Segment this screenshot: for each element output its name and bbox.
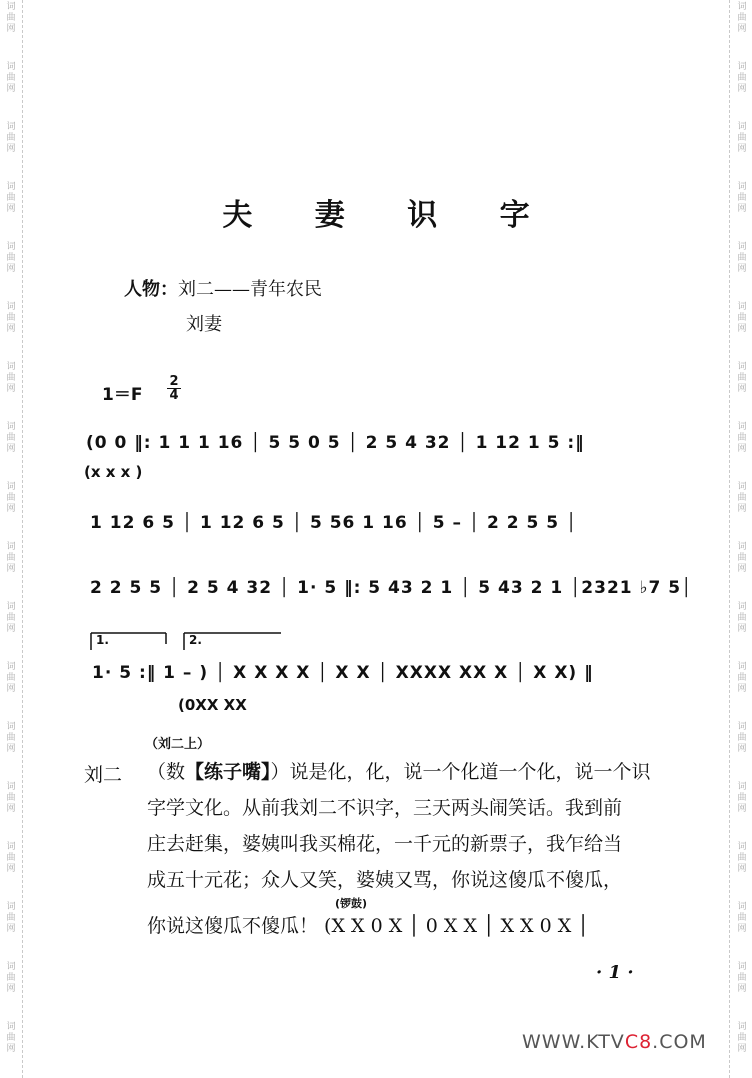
watermark-glyph-group: 词 曲 网 xyxy=(737,482,747,514)
gong-drum-label: (锣鼓) xyxy=(335,897,368,910)
watermark-column-left xyxy=(1,0,21,1078)
cast-role-1: 刘二——青年农民 xyxy=(178,279,322,300)
watermark-glyph-group: 词 曲 网 xyxy=(6,122,16,154)
score-row-3: 2 2 5 5 │ 2 5 4 32 │ 1· 5 ‖: 5 43 2 1 │ 5 43 2 1 │2321 ♭7 5│ xyxy=(90,578,693,598)
watermark-glyph-group: 词 曲 网 xyxy=(737,62,747,94)
page-title: 夫 妻 识 字 xyxy=(222,198,556,233)
watermark-glyph-group: 词 曲 网 xyxy=(737,782,747,814)
watermark-glyph-group: 词 曲 网 xyxy=(737,662,747,694)
watermark-glyph-group: 词 曲 网 xyxy=(6,842,16,874)
watermark-glyph-group: 词 曲 网 xyxy=(737,122,747,154)
time-signature-numerator: 2 xyxy=(167,375,181,389)
time-signature xyxy=(167,375,181,402)
volta-1-label: 1. xyxy=(96,633,109,647)
watermark-glyph-group: 词 曲 网 xyxy=(737,902,747,934)
cast-line-1 xyxy=(124,275,322,301)
watermark-glyph-group: 词 曲 网 xyxy=(737,182,747,214)
site-watermark xyxy=(522,1031,707,1053)
watermark-glyph-group: 词 曲 网 xyxy=(6,182,16,214)
lyric-line-1-tune: 【练子嘴】 xyxy=(185,761,271,783)
cast-role-2: 刘妻 xyxy=(186,314,222,335)
time-signature-denominator: 4 xyxy=(169,388,179,403)
lyric-line-1-text: ）说是化，化，说一个化道一个化，说一个识 xyxy=(270,761,651,783)
volta-brackets xyxy=(86,630,286,654)
speaker-name: 刘二 xyxy=(84,764,123,786)
site-watermark-post: .COM xyxy=(652,1031,707,1053)
watermark-glyph-group: 词 曲 网 xyxy=(6,602,16,634)
watermark-column-right xyxy=(732,0,752,1078)
watermark-glyph-group: 词 曲 网 xyxy=(737,302,747,334)
watermark-glyph-group: 词 曲 网 xyxy=(737,722,747,754)
score-row-4-percussion: (0XX XX xyxy=(178,696,247,714)
watermark-glyph-group: 词 曲 网 xyxy=(737,422,747,454)
page-number: · 1 · xyxy=(596,962,634,983)
watermark-glyph-group: 词 曲 网 xyxy=(737,1022,747,1054)
watermark-glyph-group: 词 曲 网 xyxy=(737,962,747,994)
watermark-glyph-group: 词 曲 网 xyxy=(6,902,16,934)
watermark-glyph-group: 词 曲 网 xyxy=(737,602,747,634)
right-margin-border xyxy=(729,0,730,1078)
watermark-glyph-group: 词 曲 网 xyxy=(6,782,16,814)
watermark-glyph-group: 词 曲 网 xyxy=(737,542,747,574)
volta-2-label: 2. xyxy=(189,633,202,647)
watermark-glyph-group: 词 曲 网 xyxy=(6,302,16,334)
watermark-glyph-group: 词 曲 网 xyxy=(6,722,16,754)
lyric-line-4: 成五十元花；众人又笑，婆姨又骂，你说这傻瓜不傻瓜， xyxy=(147,869,623,891)
score-row-1: (0 0 ‖: 1 1 1 16 │ 5 5 0 5 │ 2 5 4 32 │ 1 12 1 5 :‖ xyxy=(86,433,585,453)
score-row-1-percussion: (x x x ) xyxy=(84,463,143,481)
site-watermark-pre: WWW.KTV xyxy=(522,1031,625,1053)
lyric-line-1 xyxy=(147,754,657,790)
key-signature: 1＝F xyxy=(102,385,143,405)
watermark-glyph-group: 词 曲 网 xyxy=(6,62,16,94)
site-watermark-mid: C8 xyxy=(624,1031,653,1053)
lyric-line-1-prefix: （数 xyxy=(147,761,186,783)
watermark-glyph-group: 词 曲 网 xyxy=(6,422,16,454)
cast-label: 人物： xyxy=(124,279,178,300)
left-margin-border xyxy=(22,0,23,1078)
lyric-line-5: 你说这傻瓜不傻瓜！ (X X 0 X │ 0 X X │ X X 0 X │ xyxy=(147,915,589,937)
score-row-4: 1· 5 :‖ 1 – ) │ X X X X │ X X │ XXXX XX X │ X X) ‖ xyxy=(92,663,594,683)
score-row-2: 1 12 6 5 │ 1 12 6 5 │ 5 56 1 16 │ 5 – │ 2 2 5 5 │ xyxy=(90,513,578,533)
watermark-glyph-group: 词 曲 网 xyxy=(6,1022,16,1054)
watermark-glyph-group: 词 曲 网 xyxy=(737,842,747,874)
watermark-glyph-group: 词 曲 网 xyxy=(737,2,747,34)
watermark-glyph-group: 词 曲 网 xyxy=(6,542,16,574)
watermark-glyph-group: 词 曲 网 xyxy=(6,242,16,274)
watermark-glyph-group: 词 曲 网 xyxy=(6,362,16,394)
lyric-line-2: 字学文化。从前我刘二不识字，三天两头闹笑话。我到前 xyxy=(147,797,623,819)
watermark-glyph-group: 词 曲 网 xyxy=(6,482,16,514)
watermark-glyph-group: 词 曲 网 xyxy=(6,2,16,34)
watermark-glyph-group: 词 曲 网 xyxy=(737,362,747,394)
watermark-glyph-group: 词 曲 网 xyxy=(6,962,16,994)
watermark-glyph-group: 词 曲 网 xyxy=(737,242,747,274)
stage-direction: （刘二上） xyxy=(145,737,211,752)
watermark-glyph-group: 词 曲 网 xyxy=(6,662,16,694)
lyric-line-3: 庄去赶集，婆姨叫我买棉花，一千元的新票子，我乍给当 xyxy=(147,833,623,855)
